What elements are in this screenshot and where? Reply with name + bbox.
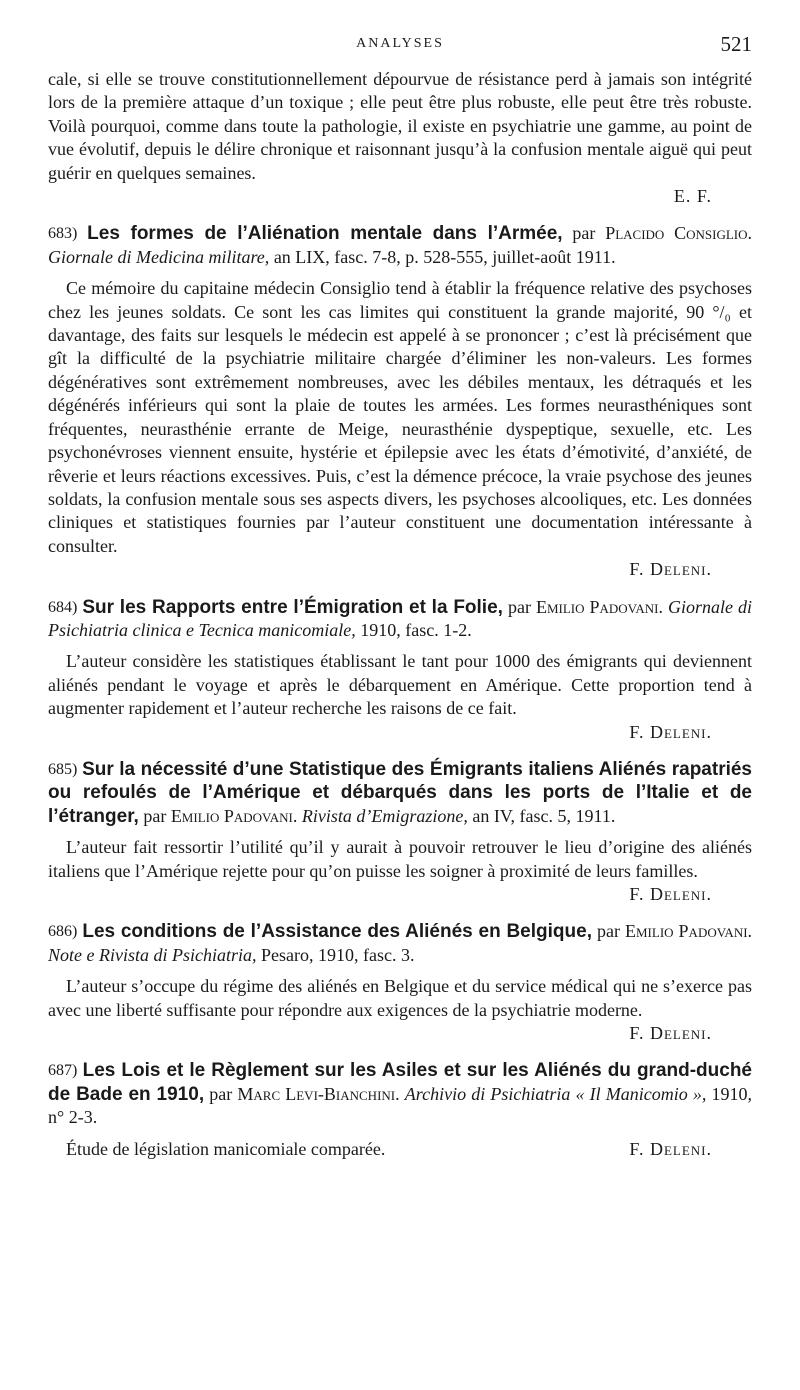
- entry-journal: Giornale di Psichiatria clinica e Tecnica manicomiale,: [48, 596, 753, 640]
- running-title: ANALYSES: [356, 36, 444, 51]
- entry-body-with-signature: [48, 1138, 752, 1161]
- entry-685: [48, 758, 752, 906]
- entry-by: par: [209, 1083, 233, 1104]
- entry-details: 1910, fasc. 1-2.: [360, 619, 472, 640]
- entry-signature: F. Deleni.: [629, 721, 712, 742]
- entry-reference: [48, 758, 752, 828]
- entry-signature: F. Deleni.: [629, 1023, 712, 1044]
- entry-details: 1910, n° 2-3.: [48, 1083, 753, 1128]
- entry-signature: F. Deleni.: [629, 1138, 712, 1159]
- entry-reference: [48, 596, 752, 643]
- entry-body: Ce mémoire du capitaine médecin Consiglio tend à établir la fréquence relative des psychoses chez les jeunes soldats. Ce sont les cas limites qui constituent la grande majorité, 90 °/₀ et davantage, des faits sur lesquels le médecin est appelé à se prononcer ; c’est là précisément que gît la difficulté de la psychiatrie militaire chargée d’éliminer les non-valeurs. Les formes dégénératives sont extrêmement nombreuses, avec les débiles mentaux, les détraqués et les dégénérés inférieurs qui sont la plaie de toutes les armées. Les formes neurasthéniques sont fréquentes, neurasthénie errante de Meige, neurasthénie dyspeptique, sexuelle, etc. Les psychonévroses viennent ensuite, hystérie et épilepsie avec les états d’émotivité, d’anxiété, de rêverie et leurs réactions excessives. Puis, c’est la démence précoce, la vraie psychose des jeunes soldats, la confusion mentale sous ses aspects divers, les psychoses alcooliques, etc. Les données cliniques et statistiques fournies par l’auteur constituent une documentation intéressante à consulter.: [48, 278, 752, 556]
- entry-details: Pesaro, 1910, fasc. 3.: [260, 944, 415, 965]
- entry-journal: Giornale di Medicina militare,: [48, 246, 270, 267]
- entry-number: 683): [48, 225, 78, 243]
- entry-number: 685): [48, 760, 78, 778]
- entry-journal: Note e Rivista di Psichiatria,: [48, 944, 257, 965]
- page-header: [48, 28, 752, 68]
- entry-signature: F. Deleni.: [629, 884, 712, 904]
- page: [48, 28, 752, 1161]
- entry-author: Emilio Padovani.: [170, 805, 298, 826]
- entry-details: an LIX, fasc. 7-8, p. 528-555, juillet-août 1911.: [273, 246, 616, 267]
- entry-title: Les formes de l’Aliénation mentale dans l’Armée,: [87, 223, 563, 245]
- entry-title: Les conditions de l’Assistance des Aliénés en Belgique,: [82, 921, 592, 943]
- entry-by: par: [597, 921, 620, 942]
- entry-reference: [48, 920, 752, 967]
- entry-by: par: [507, 596, 531, 617]
- page-number: 521: [720, 32, 752, 56]
- entry-by: par: [143, 805, 167, 826]
- intro-paragraph: cale, si elle se trouve constitutionnellement dépourvue de résistance perd à jamais son intégrité lors de la première attaque d’un toxique ; elle peut être plus robuste, elle peut être très robuste. Voilà pourquoi, comme dans toute la pathologie, il existe en psychiatrie une gamme, au point de vue évolutif, depuis le délire chronique et raisonnant jusqu’à la confusion mentale aiguë qui peut guérir en quelques semaines.: [48, 69, 752, 183]
- entry-signature-line: [48, 558, 752, 581]
- entry-686: [48, 920, 752, 1045]
- entry-683: [48, 222, 752, 581]
- entry-journal: Rivista d’Emigrazione,: [301, 805, 468, 826]
- entry-journal: Archivio di Psichiatria « Il Manicomio »,: [404, 1083, 707, 1104]
- entry-details: an IV, fasc. 5, 1911.: [472, 805, 616, 826]
- entry-687: [48, 1059, 752, 1161]
- intro-block: [48, 68, 752, 208]
- entry-reference: [48, 1059, 752, 1129]
- entry-title: Sur la nécessité d’une Statistique des Émigrants italiens Aliénés rapatriés ou refoulés de l’Amérique et débarqués dans les ports de l’Italie et de l’étranger,: [48, 758, 752, 827]
- entry-body: L’auteur considère les statistiques établissant le tant pour 1000 des émigrants qui deviennent aliénés pendant le voyage et après le débarquement en Amérique. Cette proportion tend à augmenter rapidement et l’auteur recherche les raisons de ce fait.: [48, 651, 752, 719]
- entry-body: Étude de législation manicomiale comparée.: [66, 1138, 386, 1159]
- entry-number: 687): [48, 1062, 78, 1080]
- entry-body: L’auteur s’occupe du régime des aliénés en Belgique et du service médical qui ne s’exerce pas avec une liberté suffisante pour répondre aux exigences de la psychiatrie moderne.: [48, 976, 752, 1020]
- entry-author: Emilio Padovani.: [535, 596, 663, 617]
- entry-signature-line: [48, 1022, 752, 1045]
- intro-signature: E. F.: [673, 186, 712, 207]
- intro-signature-line: [48, 185, 752, 208]
- entry-signature-line: [48, 721, 752, 744]
- entry-reference: [48, 222, 752, 269]
- entry-number: 684): [48, 598, 78, 616]
- entry-title: Sur les Rapports entre l’Émigration et la Folie,: [82, 596, 503, 618]
- entry-number: 686): [48, 923, 78, 941]
- entry-signature: F. Deleni.: [629, 559, 712, 580]
- entry-by: par: [572, 223, 596, 244]
- entry-684: [48, 596, 752, 744]
- entry-author: Placido Consiglio.: [605, 223, 753, 244]
- entry-signature-line: [48, 883, 752, 906]
- entry-author: Marc Levi-Bianchini.: [237, 1083, 400, 1104]
- entry-body: L’auteur fait ressortir l’utilité qu’il y aurait à pouvoir retrouver le lieu d’origine des aliénés italiens que l’Amérique rejette pour qu’on puisse les soigner à proximité de leurs familles.: [48, 837, 752, 881]
- entry-author: Emilio Padovani.: [625, 921, 753, 942]
- entry-title: Les Lois et le Règlement sur les Asiles et sur les Aliénés du grand-duché de Bade en 1910,: [48, 1060, 753, 1105]
